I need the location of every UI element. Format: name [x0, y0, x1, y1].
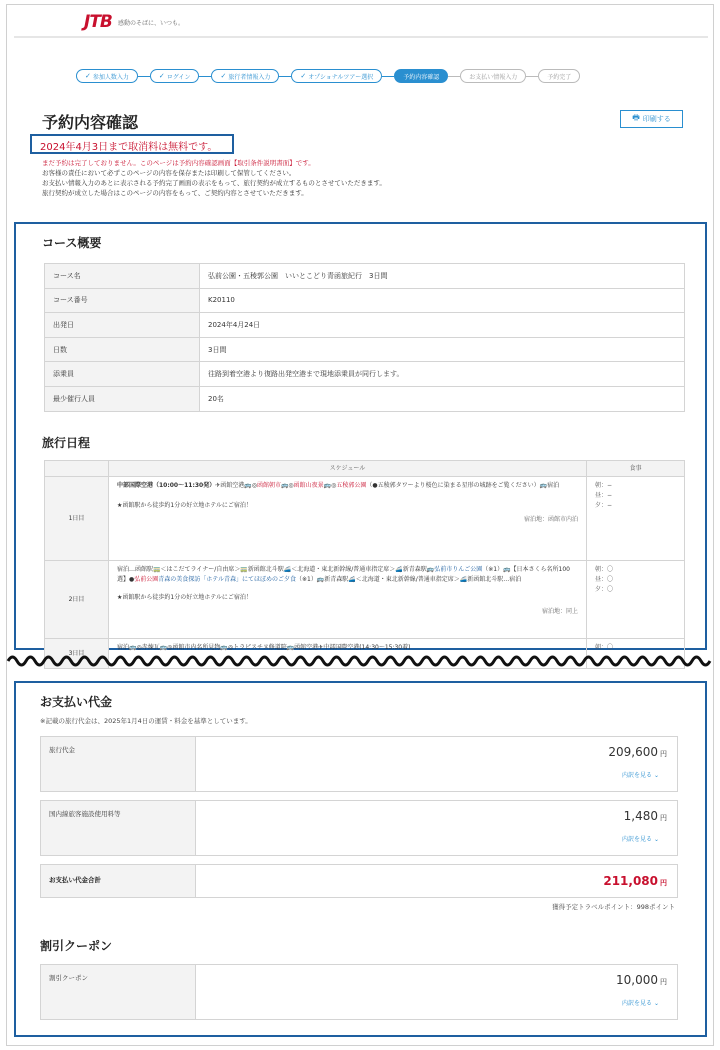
total-amount: [603, 874, 667, 888]
coupon-value: [196, 965, 677, 1019]
schedule-text: （※1）🚌【日本さくら名所100選】●: [117, 566, 571, 583]
schedule-line: [117, 565, 578, 585]
schedule-line: 宿泊🚌◎赤煉瓦🚌◎函館市内名所見物🚌◎トラピスチヌ修道院🚌函館空港✈中部国際空港(14:30～15:30着): [117, 644, 411, 651]
schedule-cell: [109, 561, 587, 639]
notice-warning: まだ予約は完了しておりません。このページは予約内容確認画面【取引条件説明書面】です。: [42, 159, 315, 167]
row-key: 出発日: [45, 313, 200, 338]
step-label: 予約内容確認: [403, 73, 440, 81]
meal-item: 夕：−: [595, 502, 613, 509]
step-label: 旅行者情報入力: [228, 73, 271, 81]
step-1: [76, 69, 138, 83]
payment-amount: [608, 745, 667, 759]
row-key: 最少催行人員: [45, 386, 200, 411]
table-row: [45, 477, 685, 561]
payment-label: 国内線旅客施設使用料等: [41, 801, 196, 855]
schedule-line: [117, 481, 578, 491]
step-6: [460, 69, 526, 83]
payment-row-total: [40, 864, 678, 898]
schedule-text: ✈函館空港🚌◎: [215, 482, 257, 489]
row-value: 2024年4月24日: [200, 313, 685, 338]
travel-points: 獲得予定トラベルポイント：998ポイント: [552, 903, 675, 911]
notice-line: お支払い情報入力のあとに表示される予約完了画面の表示をもって、旅行契約が成立するものとさせていただきます。: [42, 179, 386, 187]
amount-value: 211,080: [603, 874, 658, 888]
chevron-down-icon: ⌄: [653, 836, 659, 843]
schedule-table: [44, 460, 685, 669]
row-key: コース名: [45, 264, 200, 289]
amount-value: 209,600: [608, 745, 658, 759]
meal-cell: [587, 477, 685, 561]
yen-unit: 円: [660, 879, 667, 887]
step-7: [538, 69, 580, 83]
meal-header: 食事: [587, 461, 685, 477]
check-icon: ✓: [300, 72, 307, 80]
table-row: [45, 386, 685, 411]
check-icon: ✓: [220, 72, 227, 80]
table-row: [45, 313, 685, 338]
row-value: 20名: [200, 386, 685, 411]
step-label: ログイン: [166, 73, 191, 81]
detail-label: 内訳を見る: [622, 1000, 653, 1007]
total-value: [196, 865, 677, 897]
detail-link[interactable]: [622, 770, 659, 779]
payment-note: ※記載の旅行代金は、2025年1月4日の運賃・料金を基準としています。: [40, 717, 252, 725]
reservation-notice: [42, 158, 386, 198]
payment-panel: [14, 681, 707, 1037]
check-icon: ✓: [158, 72, 165, 80]
day-header: [45, 461, 109, 477]
coupon-row: [40, 964, 678, 1020]
total-label: お支払い代金合計: [41, 865, 196, 897]
meal-item: 朝：〇: [595, 566, 614, 573]
row-value: 3日間: [200, 337, 685, 362]
coupon-amount: [616, 973, 667, 987]
step-label: お支払い情報入力: [469, 73, 518, 81]
schedule-text: （●五稜郭タワーより桜色に染まる星形の城跡をご覧ください）🚌宿泊: [366, 482, 560, 489]
schedule-note: ★函館駅から徒歩約1分の好立地ホテルにご宿泊！: [117, 594, 252, 601]
check-icon: ✓: [85, 72, 91, 80]
yen-unit: 円: [660, 978, 667, 986]
course-info-table: [44, 263, 685, 412]
step-connector: [138, 76, 150, 77]
amount-value: 1,480: [623, 809, 658, 823]
yen-unit: 円: [660, 750, 667, 758]
notice-line: お客様の責任において必ずこのページの内容を保存または印刷して保管してください。: [42, 169, 296, 177]
chevron-down-icon: ⌄: [653, 772, 659, 779]
row-key: 日数: [45, 337, 200, 362]
day-cell: 2日目: [45, 561, 109, 639]
schedule-text: （※1）🚌新青森駅🚄＜北海道・東北新幹線/普通車指定席＞🚄新函館北斗駅…宿泊: [295, 576, 522, 583]
progress-steps: [76, 68, 580, 84]
tagline: 感動のそばに、いつも。: [118, 20, 185, 27]
schedule-text: 函館山夜景: [293, 482, 324, 489]
detail-link[interactable]: [622, 834, 659, 843]
detail-link[interactable]: [622, 998, 659, 1007]
table-row: [45, 362, 685, 387]
course-section-title: コース概要: [42, 236, 102, 250]
print-button[interactable]: [620, 110, 683, 128]
step-connector: [279, 76, 291, 77]
detail-label: 内訳を見る: [622, 772, 653, 779]
printer-icon: 🖶: [632, 113, 640, 122]
step-label: オプショナルツアー選択: [308, 73, 374, 81]
step-4: [291, 69, 382, 83]
table-row: [45, 288, 685, 313]
row-value: K20110: [200, 288, 685, 313]
coupon-label: 割引クーポン: [41, 965, 196, 1019]
meal-item: 朝：−: [595, 482, 613, 489]
step-3: [211, 69, 279, 83]
schedule-text: 函館朝市: [256, 482, 281, 489]
notice-line: 旅行契約が成立した場合はこのページの内容をもって、ご契約内容とさせていただきます。: [42, 189, 308, 197]
step-label: 予約完了: [547, 73, 572, 81]
payment-row-facility: [40, 800, 678, 856]
payment-label: 旅行代金: [41, 737, 196, 791]
payment-section-title: お支払い代金: [40, 695, 113, 709]
site-header: [14, 8, 708, 38]
course-overview-panel: [14, 222, 707, 657]
schedule-note: ★函館駅から徒歩約1分の好立地ホテルにご宿泊！: [117, 502, 252, 509]
cut-separator: [8, 652, 712, 670]
schedule-text: 中部国際空港（10:00～11:30発）: [117, 482, 216, 489]
row-key: コース番号: [45, 288, 200, 313]
step-2: [150, 69, 200, 83]
cancel-free-notice: 2024年4月3日まで取消料は無料です。: [30, 134, 234, 154]
page-title: 予約内容確認: [42, 113, 139, 132]
coupon-section-title: 割引クーポン: [40, 939, 113, 953]
schedule-text: 青森の美食探訪「ホテル青森」にてほぼめのご夕食: [158, 576, 296, 583]
table-row: [45, 264, 685, 289]
step-connector: [382, 76, 394, 77]
detail-label: 内訳を見る: [622, 836, 653, 843]
row-value: 往路到着空港より復路出発空港まで現地添乗員が同行します。: [200, 362, 685, 387]
meal-item: 朝：〇: [595, 644, 614, 651]
stay-location: 宿泊地：函館市内泊: [523, 516, 578, 523]
schedule-cell: [109, 477, 587, 561]
schedule-text: 弘前市りんご公園: [434, 566, 483, 573]
row-value: 弘前公園・五稜郭公園 いいとこどり青函旅紀行 3日間: [200, 264, 685, 289]
amount-value: 10,000: [616, 973, 658, 987]
print-label: 印刷する: [642, 115, 671, 123]
step-connector: [526, 76, 538, 77]
row-key: 添乗員: [45, 362, 200, 387]
payment-value: [196, 801, 677, 855]
schedule-text: 弘前公園: [134, 576, 159, 583]
stay-location: 宿泊地：同上: [541, 608, 578, 615]
schedule-text: 宿泊…函館駅🚃＜はこだてライナー/自由席＞🚃新函館北斗駅🚄＜北海道・東北新幹線/普通車指定席＞🚄新青森駅🚌: [117, 566, 435, 573]
step-connector: [199, 76, 211, 77]
meal-item: 昼：〇: [595, 576, 614, 583]
table-row: [45, 337, 685, 362]
schedule-text: 五稜郭公園: [336, 482, 367, 489]
jtb-logo[interactable]: JTB: [84, 12, 112, 32]
meal-cell: [587, 561, 685, 639]
payment-amount: [624, 809, 667, 823]
chevron-down-icon: ⌄: [653, 1000, 659, 1007]
yen-unit: 円: [660, 814, 667, 822]
schedule-text: 🚌◎: [280, 482, 294, 489]
schedule-text: 🚌◎: [323, 482, 337, 489]
payment-value: [196, 737, 677, 791]
payment-row-travel: [40, 736, 678, 792]
schedule-section-title: 旅行日程: [42, 436, 91, 450]
step-connector: [448, 76, 460, 77]
meal-item: 昼：−: [595, 492, 613, 499]
table-header-row: [45, 461, 685, 477]
step-5: [394, 69, 448, 83]
schedule-header: スケジュール: [109, 461, 587, 477]
day-cell: 3日目: [45, 639, 109, 669]
step-label: 参加人数入力: [92, 73, 129, 81]
day-cell: 1日目: [45, 477, 109, 561]
table-row: [45, 561, 685, 639]
meal-item: 夕：〇: [595, 586, 614, 593]
